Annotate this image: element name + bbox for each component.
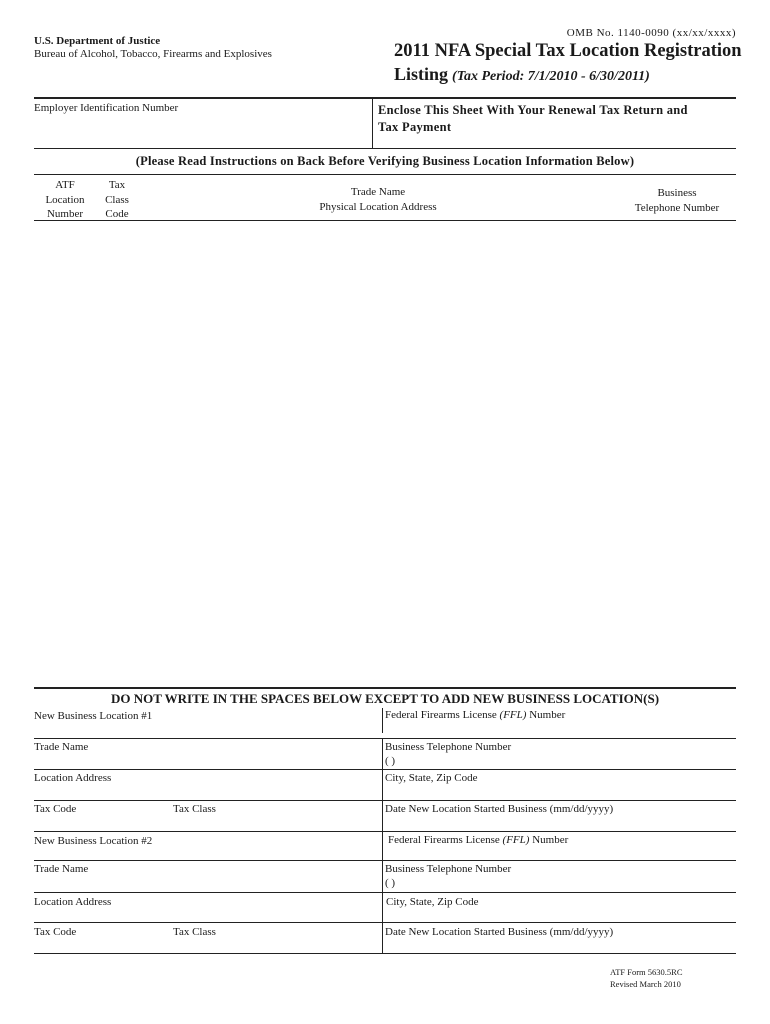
subtitle-listing: Listing xyxy=(394,64,449,84)
col-tax-class-code xyxy=(97,178,137,222)
location2-rule-1 xyxy=(34,860,736,861)
location1-trade-name-label: Trade Name xyxy=(34,741,89,753)
location1-ffl-post: Number xyxy=(529,709,566,721)
header-rule xyxy=(34,97,736,99)
location2-trade-name-field[interactable] xyxy=(34,876,379,890)
form-number: ATF Form 5630.5RC xyxy=(610,967,683,977)
location1-tax-code-label: Tax Code xyxy=(34,803,77,815)
location2-ffl-label xyxy=(388,834,568,846)
location1-trade-name-field[interactable] xyxy=(34,754,379,768)
location1-city-label: City, State, Zip Code xyxy=(385,772,478,784)
location2-city-label: City, State, Zip Code xyxy=(386,896,479,908)
col-location-line: Location xyxy=(45,193,85,206)
location2-ffl-pre: Federal Firearms License xyxy=(388,834,500,846)
agency-name: U.S. Department of Justice xyxy=(34,35,161,47)
form-subtitle xyxy=(394,64,650,85)
form-revised: Revised March 2010 xyxy=(610,979,681,989)
location2-tax-code-label: Tax Code xyxy=(34,926,77,938)
bureau-name: Bureau of Alcohol, Tobacco, Firearms and Explosives xyxy=(34,48,272,60)
col-atf-location xyxy=(40,178,90,222)
new-section-heading: DO NOT WRITE IN THE SPACES BELOW EXCEPT TO ADD NEW BUSINESS LOCATION(S) xyxy=(110,691,660,706)
location1-rule-4 xyxy=(34,831,736,832)
location1-rule-3 xyxy=(34,800,736,801)
location2-divider-4 xyxy=(382,923,383,953)
location2-rule-2 xyxy=(34,892,736,893)
omb-number: OMB No. 1140-0090 (xx/xx/xxxx) xyxy=(566,27,736,39)
location1-rule-1 xyxy=(34,738,736,739)
ein-divider xyxy=(372,99,373,148)
location1-address-label: Location Address xyxy=(34,772,112,784)
tax-period: (Tax Period: 7/1/2010 - 6/30/2011) xyxy=(452,69,650,84)
col-class-line: Class xyxy=(105,193,129,206)
location2-date-label: Date New Location Started Business (mm/dd/yyyy) xyxy=(385,926,614,938)
columns-bottom-rule xyxy=(34,220,736,221)
location2-address-label: Location Address xyxy=(34,896,112,908)
enclose-line-2: Tax Payment xyxy=(378,120,452,134)
location2-phone-field[interactable]: ( ) xyxy=(385,877,396,889)
location2-address-field[interactable] xyxy=(34,909,379,921)
location2-rule-4 xyxy=(34,953,736,954)
location2-divider-3 xyxy=(382,893,383,922)
col-address-line: Physical Location Address xyxy=(319,200,437,213)
location1-ffl-label xyxy=(385,709,565,721)
location2-divider-1 xyxy=(382,832,383,860)
location1-divider-1 xyxy=(382,708,383,733)
col-code-line: Code xyxy=(105,208,129,220)
location1-ffl-field[interactable] xyxy=(384,722,734,736)
col-telephone xyxy=(617,186,737,215)
location-listing-area xyxy=(34,222,736,684)
location2-ffl-post: Number xyxy=(532,834,569,846)
location1-title: New Business Location #1 xyxy=(34,710,153,722)
col-tax-line: Tax xyxy=(108,179,126,191)
location2-divider-2 xyxy=(382,861,383,892)
location2-rule-3 xyxy=(34,922,736,923)
location1-divider-4 xyxy=(382,801,383,831)
location1-address-field[interactable] xyxy=(34,785,379,799)
instructions-heading: (Please Read Instructions on Back Before Verifying Business Location Information Below) xyxy=(135,154,635,168)
location2-tax-class-label: Tax Class xyxy=(173,926,216,938)
location1-ffl-pre: Federal Firearms License xyxy=(385,709,497,721)
ein-field[interactable] xyxy=(34,114,367,144)
location1-phone-label: Business Telephone Number xyxy=(385,741,512,753)
col-atf-line: ATF xyxy=(55,179,75,191)
enclose-note xyxy=(378,102,688,136)
columns-top-rule xyxy=(34,174,736,175)
location1-tax-class-label: Tax Class xyxy=(173,803,216,815)
enclose-line-1: Enclose This Sheet With Your Renewal Tax Return and xyxy=(378,103,688,117)
form-footer xyxy=(610,966,710,990)
location1-ffl-ital: (FFL) xyxy=(499,709,527,721)
new-section-top-rule xyxy=(34,687,736,689)
location2-trade-name-label: Trade Name xyxy=(34,863,89,875)
location1-phone-field[interactable]: ( ) xyxy=(385,755,396,767)
col-telephone-line: Telephone Number xyxy=(634,201,720,214)
col-trade-name-line: Trade Name xyxy=(350,186,406,198)
location1-divider-3 xyxy=(382,770,383,800)
location2-title: New Business Location #2 xyxy=(34,835,153,847)
location1-rule-2 xyxy=(34,769,736,770)
location1-divider-2 xyxy=(382,739,383,769)
col-business-line: Business xyxy=(657,187,697,199)
ein-label: Employer Identification Number xyxy=(34,102,179,114)
location2-ffl-ital: (FFL) xyxy=(502,834,530,846)
col-trade-name xyxy=(278,185,478,214)
form-title: 2011 NFA Special Tax Location Registration xyxy=(394,41,742,61)
location1-date-label: Date New Location Started Business (mm/dd/yyyy) xyxy=(385,803,614,815)
ein-bottom-rule xyxy=(34,148,736,149)
location2-phone-label: Business Telephone Number xyxy=(385,863,512,875)
location2-ffl-field[interactable] xyxy=(384,846,734,860)
col-number-line: Number xyxy=(46,208,84,220)
